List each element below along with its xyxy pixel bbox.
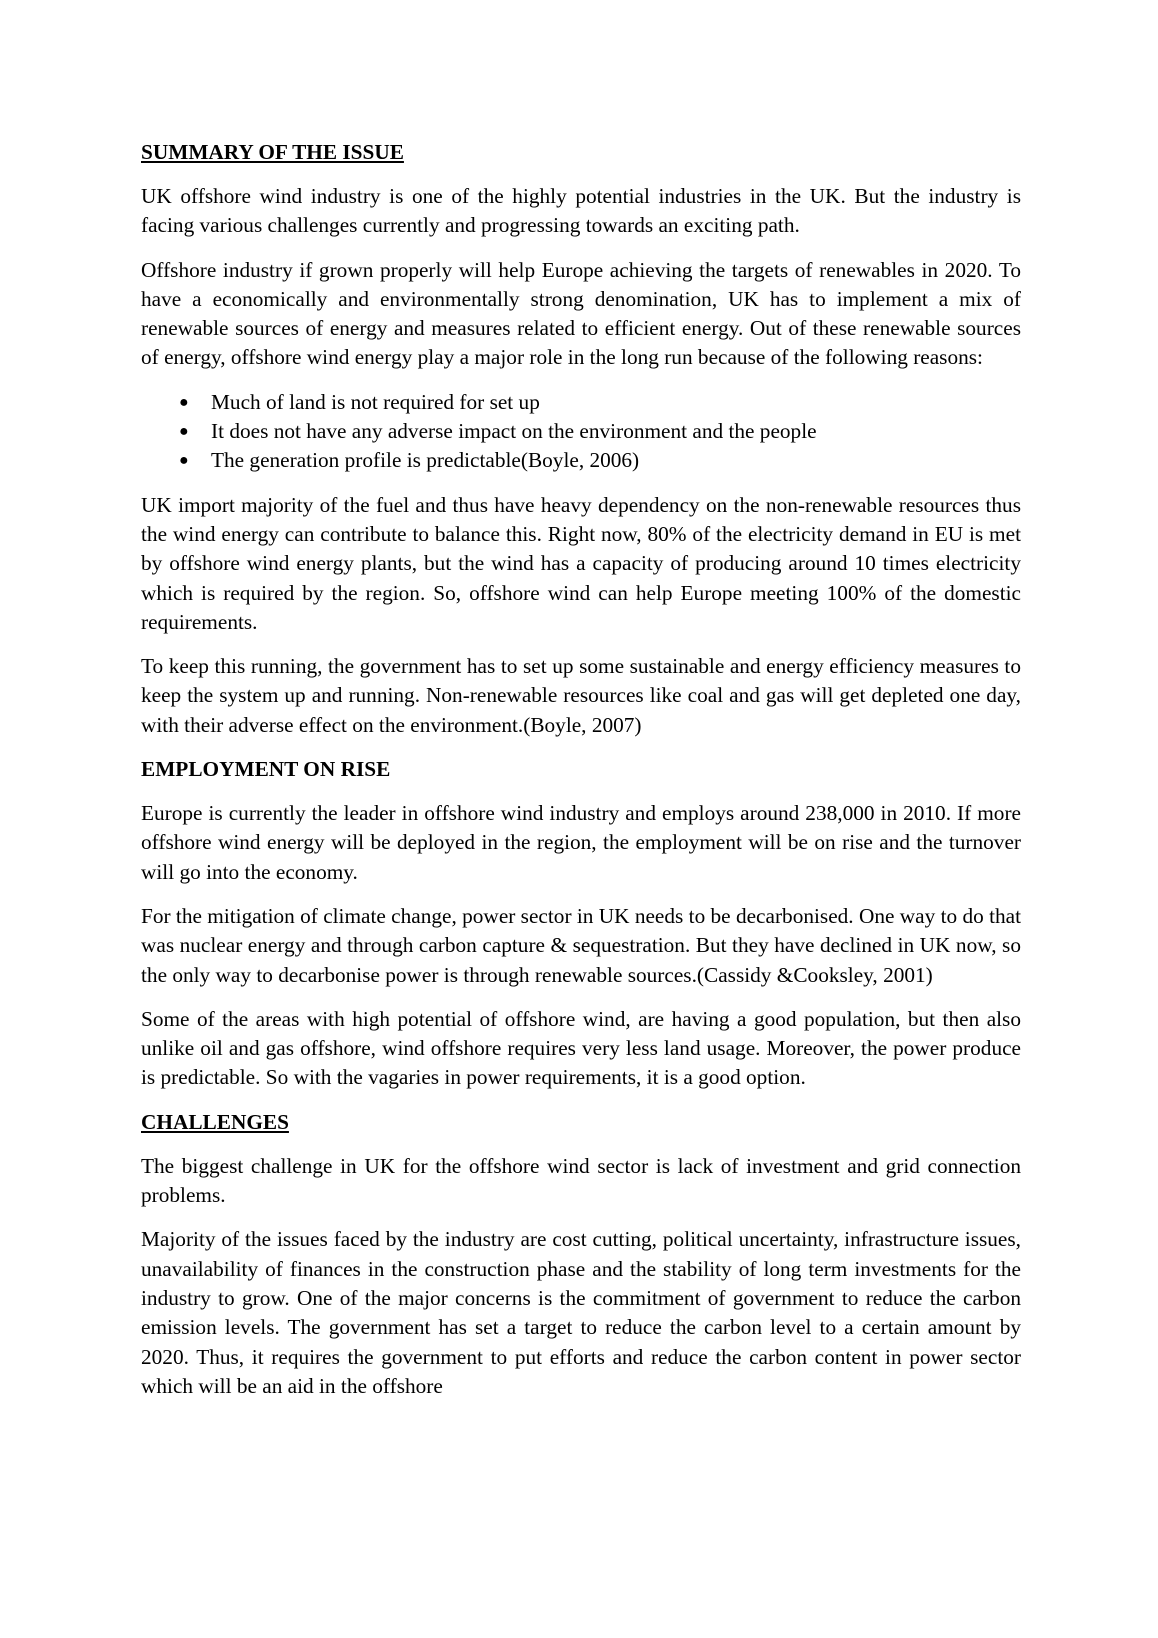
- bullet-icon: ●: [179, 452, 189, 470]
- reasons-list: [141, 388, 1021, 476]
- section-heading-challenges: CHALLENGES: [141, 1109, 289, 1134]
- paragraph: Europe is currently the leader in offshore wind industry and employs around 238,000 in 2010. If more offshore wind energy will be deployed in the region, the employment will be on rise and the turnover will go into the economy.: [141, 801, 1021, 884]
- paragraph: For the mitigation of climate change, power sector in UK needs to be decarbonised. One way to do that was nuclear energy and through carbon capture & sequestration. But they have declined in UK now, so the only way to decarbonise power is through renewable sources.(Cassidy &Cooksley, 2001): [141, 903, 1022, 987]
- section-heading-employment: EMPLOYMENT ON RISE: [141, 757, 391, 782]
- list-item: ● It does not have any adverse impact on the environment and the people: [141, 417, 1021, 446]
- bullet-icon: ●: [179, 393, 189, 411]
- document-page: [141, 138, 1021, 1416]
- paragraph: UK import majority of the fuel and thus have heavy dependency on the non-renewable resources thus the wind energy can contribute to balance this. Right now, 80% of the electricity demand in EU is met by offshore wind energy plants, but the wind has a capacity of producing around 10 times electricity which is required by the region. So, offshore wind can help Europe meeting 100% of the domestic requirements.: [141, 492, 1021, 634]
- paragraph: Offshore industry if grown properly will help Europe achieving the targets of renewables in 2020. To have a economically and environmentally strong denomination, UK has to implement a mix of renewable sources of energy and measures related to efficient energy. Out of these renewable sources of energy, offshore wind energy play a major role in the long run because of the following reasons:: [141, 257, 1021, 370]
- paragraph: UK offshore wind industry is one of the highly potential industries in the UK. But the industry is facing various challenges currently and progressing towards an exciting path.: [141, 184, 1021, 238]
- paragraph: Some of the areas with high potential of offshore wind, are having a good population, but then also unlike oil and gas offshore, wind offshore requires very less land usage. Moreover, the power produce is predictable. So with the vagaries in power requirements, it is a good option.: [141, 1006, 1021, 1090]
- list-item: ● The generation profile is predictable(Boyle, 2006): [141, 446, 1021, 475]
- paragraph: To keep this running, the government has to set up some sustainable and energy efficiency measures to keep the system up and running. Non-renewable resources like coal and gas will get depleted one day, with their adverse effect on the environment.(Boyle, 2007): [141, 654, 1021, 737]
- list-item: ● Much of land is not required for set up: [141, 388, 1021, 417]
- paragraph: Majority of the issues faced by the industry are cost cutting, political uncertainty, infrastructure issues, unavailability of finances in the construction phase and the stability of long term investments for the industry to grow. One of the major concerns is the commitment of government to reduce the carbon emission levels. The government has set a target to reduce the carbon level to a certain amount by 2020. Thus, it requires the government to put efforts and reduce the carbon content in power sector which will be an aid in the offshore: [141, 1227, 1021, 1398]
- paragraph: The biggest challenge in UK for the offshore wind sector is lack of investment and grid connection problems.: [141, 1153, 1021, 1208]
- bullet-icon: ●: [179, 423, 189, 441]
- section-heading-summary: SUMMARY OF THE ISSUE: [141, 140, 404, 164]
